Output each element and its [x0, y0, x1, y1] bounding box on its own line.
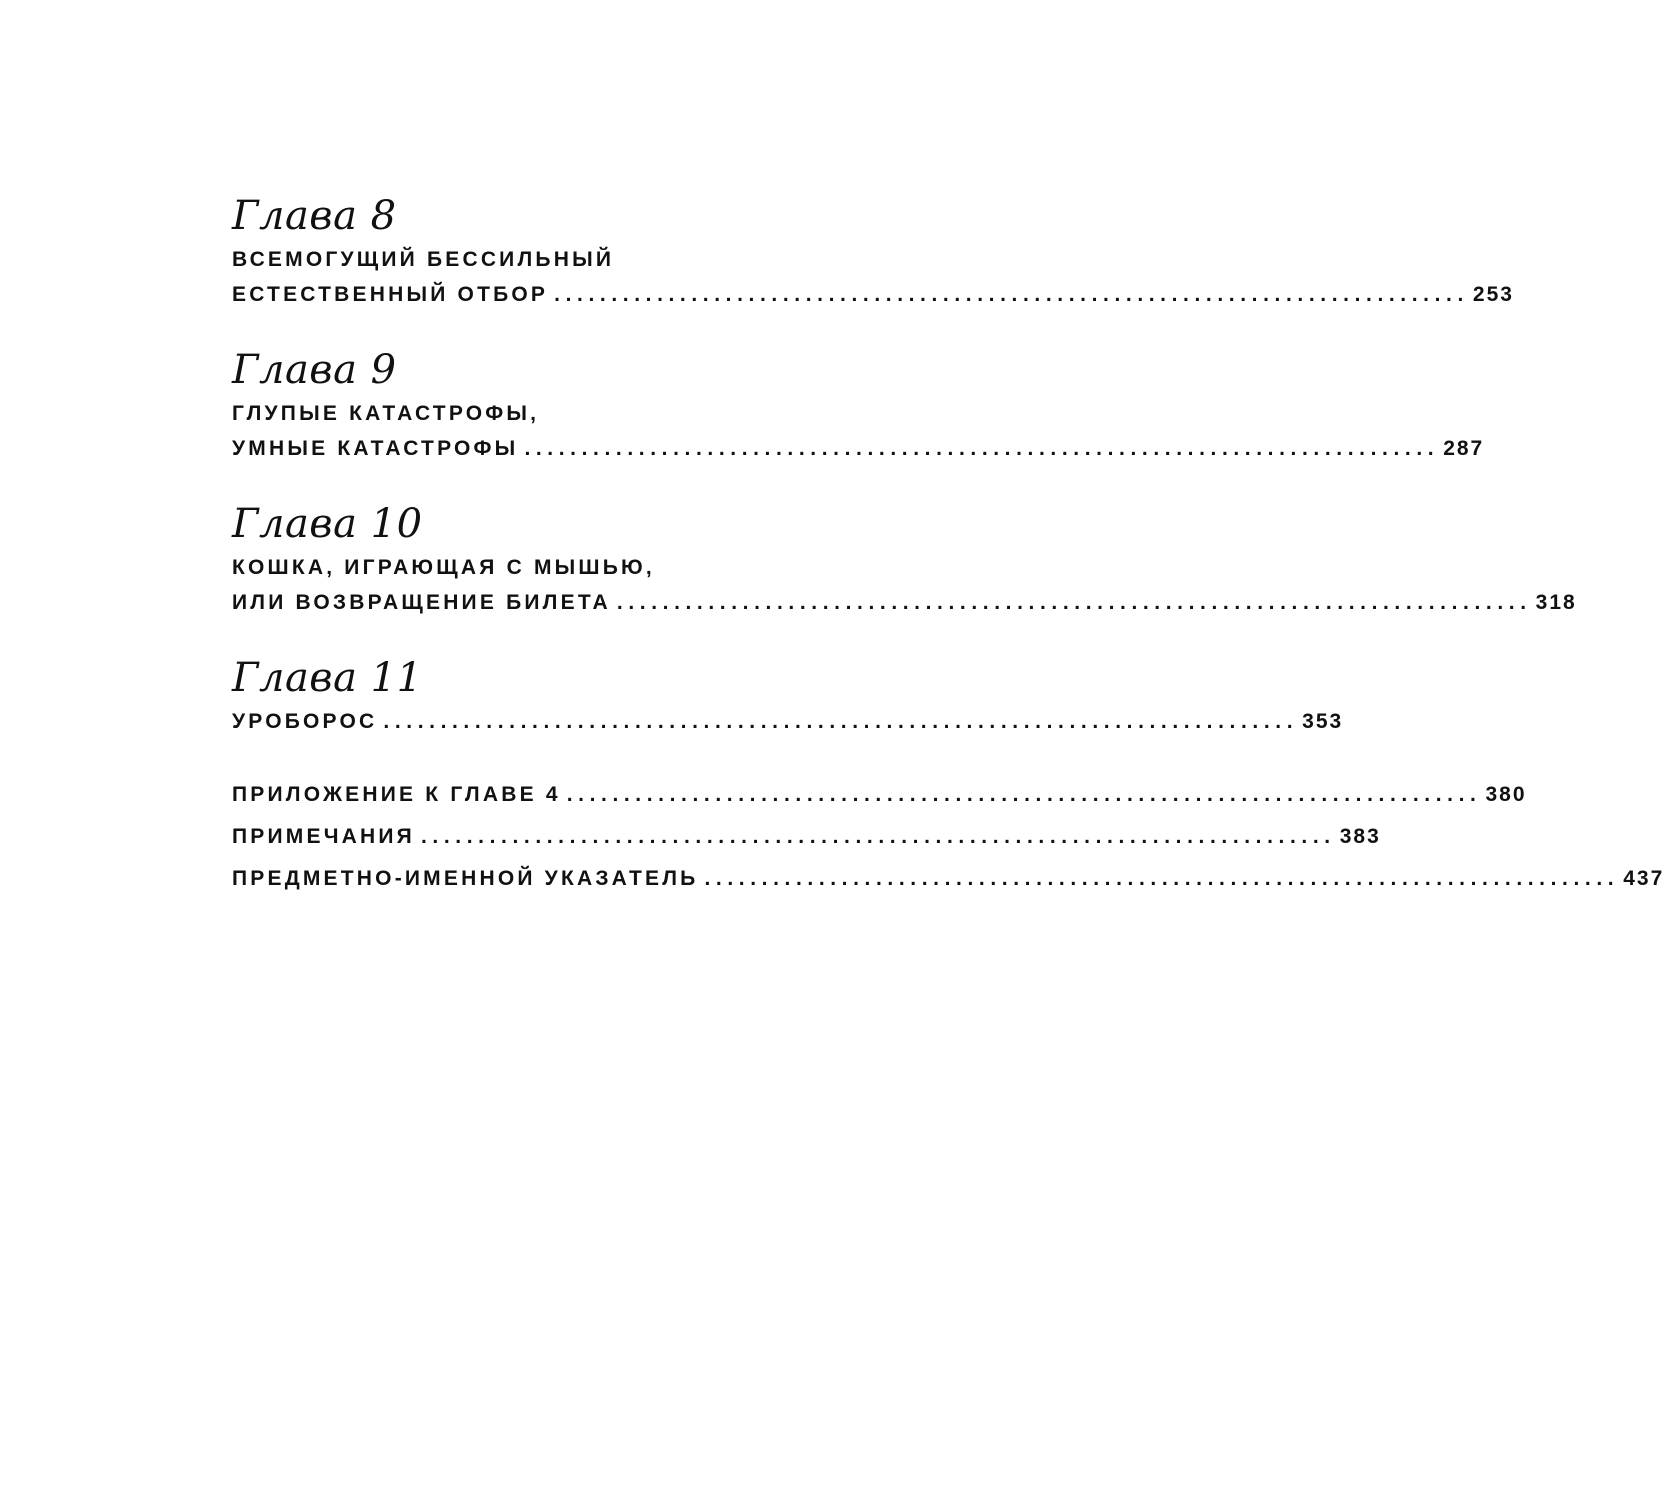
- toc-chapter-8: [232, 190, 1514, 312]
- chapter-label: Глава 9: [232, 347, 397, 393]
- chapter-title-line: ВСЕМОГУЩИЙ БЕССИЛЬНЫЙ: [232, 248, 615, 271]
- chapter-label: Глава 10: [232, 501, 423, 547]
- toc-entry-row[interactable]: [232, 816, 1381, 858]
- page-number: 353: [1302, 710, 1344, 733]
- chapter-title-line: КОШКА, ИГРАЮЩАЯ С МЫШЬЮ,: [232, 556, 655, 579]
- toc-entry-row[interactable]: [232, 774, 1527, 816]
- back-matter-title: ПРИЛОЖЕНИЕ К ГЛАВЕ 4: [232, 783, 561, 806]
- dot-leader: ................................................................................: [524, 437, 1440, 460]
- toc-entry-row[interactable]: [232, 585, 1577, 620]
- dot-leader: ................................................................................: [566, 783, 1482, 806]
- page-number: 380: [1485, 783, 1527, 806]
- dot-leader: ................................................................................: [554, 283, 1469, 306]
- chapter-label: Глава 8: [232, 193, 397, 239]
- page-number: 318: [1535, 591, 1577, 614]
- toc-chapter-11: [232, 652, 1344, 739]
- dot-leader: ................................................................................: [420, 825, 1336, 848]
- chapter-title-line: УМНЫЕ КАТАСТРОФЫ: [232, 437, 519, 460]
- toc-entry-row[interactable]: [232, 277, 1514, 312]
- toc-entry-row[interactable]: [232, 431, 1485, 466]
- toc-chapter-9: [232, 344, 1485, 466]
- toc-entry-row[interactable]: [232, 704, 1344, 739]
- chapter-label: Глава 11: [232, 655, 423, 701]
- toc-entry-row[interactable]: [232, 858, 1664, 900]
- chapter-title-line: ИЛИ ВОЗВРАЩЕНИЕ БИЛЕТА: [232, 591, 611, 614]
- toc-back-matter: [232, 774, 1664, 900]
- chapter-title-line: УРОБОРОС: [232, 710, 378, 733]
- table-of-contents: [232, 190, 1664, 900]
- dot-leader: ................................................................................: [383, 710, 1299, 733]
- page-number: 437: [1623, 867, 1664, 890]
- dot-leader: ................................................................................: [704, 867, 1620, 890]
- page-number: 253: [1472, 283, 1514, 306]
- back-matter-title: ПРЕДМЕТНО-ИМЕННОЙ УКАЗАТЕЛЬ: [232, 867, 699, 890]
- chapter-title-line: ЕСТЕСТВЕННЫЙ ОТБОР: [232, 283, 549, 306]
- back-matter-title: ПРИМЕЧАНИЯ: [232, 825, 415, 848]
- toc-chapter-10: [232, 498, 1577, 620]
- page-number: 287: [1443, 437, 1485, 460]
- page-number: 383: [1339, 825, 1381, 848]
- chapter-title-line: ГЛУПЫЕ КАТАСТРОФЫ,: [232, 402, 540, 425]
- dot-leader: ................................................................................: [616, 591, 1532, 614]
